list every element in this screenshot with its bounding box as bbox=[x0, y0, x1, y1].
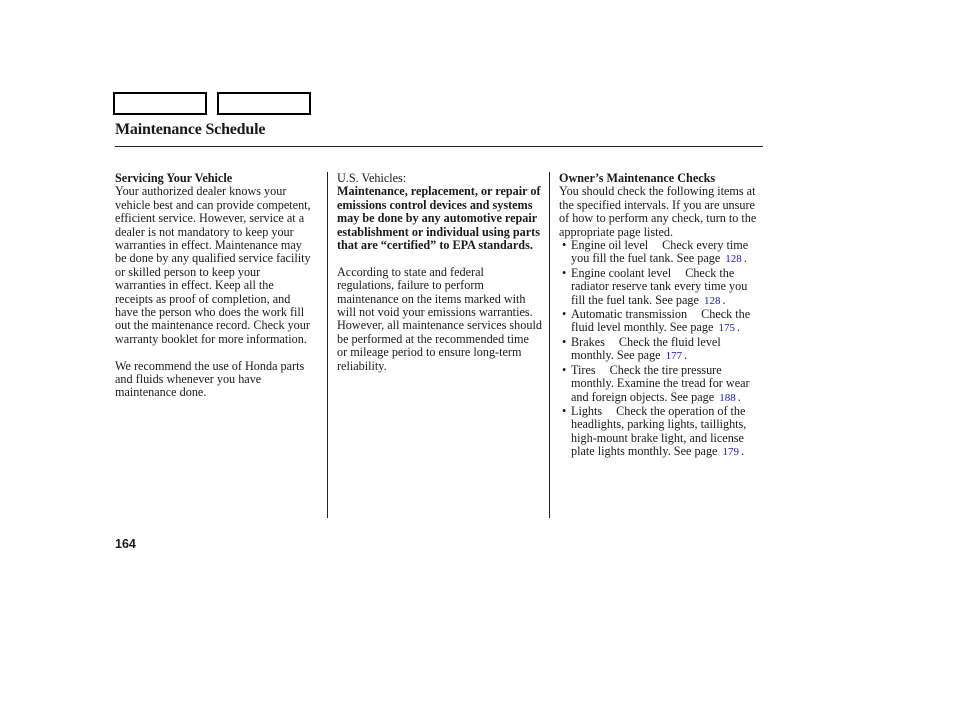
list-item bbox=[559, 405, 764, 460]
column-divider-2 bbox=[549, 172, 550, 518]
check-text: Check the operation of the headlights, parking lights, taillights, high-mount brake light, and license plate lights monthly. See page bbox=[571, 403, 747, 459]
list-item bbox=[559, 364, 764, 405]
bullet-icon: • bbox=[562, 238, 567, 253]
column-divider-1 bbox=[327, 172, 328, 518]
honda-parts-paragraph: We recommend the use of Honda parts and fluids whenever you have maintenance done. bbox=[115, 358, 305, 400]
bullet-icon: • bbox=[562, 362, 567, 377]
owner-checks-intro: You should check the following items at the specified intervals. If you are unsure of how to perform any check, turn to the appropriate page listed. bbox=[559, 184, 757, 239]
period: . bbox=[684, 348, 688, 363]
regulations-paragraph bbox=[337, 266, 542, 373]
servicing-heading: Servicing Your Vehicle bbox=[115, 171, 233, 185]
list-item bbox=[559, 267, 764, 308]
page-reference-link[interactable]: 175 bbox=[718, 322, 735, 335]
page-reference-link[interactable]: 128 bbox=[725, 253, 742, 266]
regulations-text-a: According to state and federal regulations, failure to perform maintenance on the items marked with bbox=[337, 264, 526, 306]
bullet-icon: • bbox=[562, 307, 567, 322]
owner-checks-heading: Owner’s Maintenance Checks bbox=[559, 171, 716, 185]
emissions-bold-paragraph: Maintenance, replacement, or repair of emissions control devices and systems may be done by any automotive repair establishment or individual using parts that are “certified” to EPA standards. bbox=[337, 184, 541, 253]
period: . bbox=[736, 320, 740, 335]
page-title: Maintenance Schedule bbox=[115, 121, 266, 138]
page-reference-link[interactable]: 188 bbox=[719, 391, 736, 404]
list-item bbox=[559, 239, 764, 267]
bullet-icon: • bbox=[562, 334, 567, 349]
column-owner-checks bbox=[559, 172, 764, 460]
check-label: Engine oil level bbox=[571, 238, 649, 253]
check-label: Engine coolant level bbox=[571, 265, 672, 280]
nav-button-1[interactable] bbox=[113, 92, 207, 115]
list-item bbox=[559, 336, 764, 364]
column-emissions bbox=[337, 172, 542, 373]
check-text: Check the tire pressure monthly. Examine the tread for wear and foreign objects. See page bbox=[571, 362, 750, 404]
checks-list bbox=[559, 239, 764, 460]
nav-button-2[interactable] bbox=[217, 92, 311, 115]
period: . bbox=[722, 292, 726, 307]
servicing-paragraph: Your authorized dealer knows your vehicle best and can provide competent, efficient service. However, service at a dealer is not mandatory to keep your warranties in effect. Maintenance may be done by any qualified service facility or skilled person to keep your warranties in effect. Keep all the receipts as proof of completion, and have the person who does the work fill out the maintenance record. Check your warranty booklet for more information. bbox=[115, 184, 311, 346]
page-reference-link[interactable]: 179 bbox=[722, 446, 739, 459]
us-vehicles-label: U.S. Vehicles: bbox=[337, 171, 407, 185]
regulations-text-b: will not void your emissions warranties. However, all maintenance services should be performed at the recommended time or mileage period to ensure long-term reliability. bbox=[337, 305, 542, 373]
check-label: Automatic transmission bbox=[571, 307, 688, 322]
bullet-icon: • bbox=[562, 403, 567, 418]
check-text: Check the radiator reserve tank every time you fill the fuel tank. See page bbox=[571, 265, 748, 307]
check-label: Lights bbox=[571, 403, 603, 418]
list-item bbox=[559, 308, 764, 336]
check-label: Brakes bbox=[571, 334, 605, 349]
check-text: Check every time you fill the fuel tank. See page bbox=[571, 238, 749, 266]
period: . bbox=[741, 444, 745, 459]
check-label: Tires bbox=[571, 362, 596, 377]
period: . bbox=[737, 389, 741, 404]
period: . bbox=[743, 251, 747, 266]
title-divider bbox=[115, 146, 763, 147]
page-reference-link[interactable]: 128 bbox=[703, 294, 721, 307]
page-reference-link[interactable]: 177 bbox=[665, 350, 683, 363]
bullet-icon: • bbox=[562, 265, 567, 280]
check-text: Check the fluid level monthly. See page bbox=[571, 307, 751, 335]
column-servicing bbox=[115, 172, 313, 400]
check-text: Check the fluid level monthly. See page bbox=[571, 334, 721, 363]
page-number: 164 bbox=[115, 537, 136, 551]
